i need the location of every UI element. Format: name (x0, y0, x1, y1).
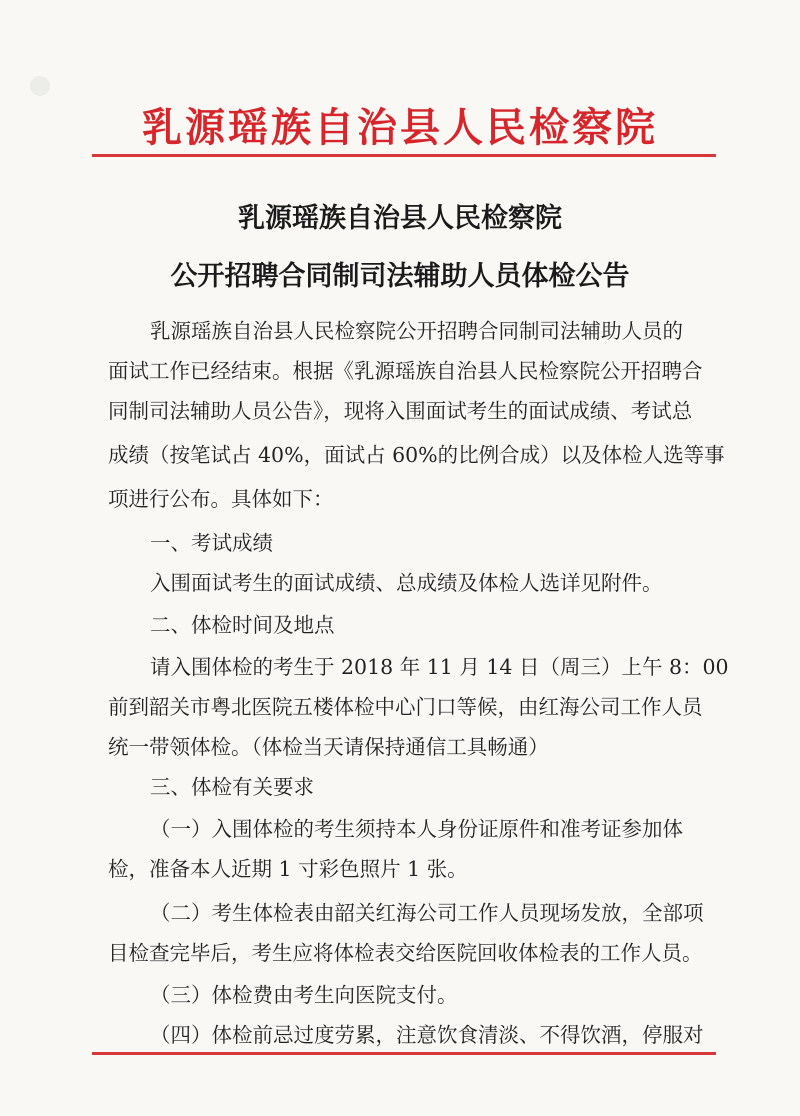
punch-hole-mark (30, 76, 50, 96)
body-line: 检，准备本人近期 1 寸彩色照片 1 张。 (108, 857, 468, 881)
footer-divider (92, 1052, 716, 1055)
body-line: 项进行公布。具体如下： (108, 487, 334, 511)
body-line: 统一带领体检。（体检当天请保持通信工具畅通） (108, 735, 549, 759)
body-line: （二）考生体检表由韶关红海公司工作人员现场发放，全部项 (150, 901, 704, 925)
document-title-line-1: 乳源瑶族自治县人民检察院 (238, 203, 562, 234)
body-line: 目检查完毕后，考生应将体检表交给医院回收体检表的工作人员。 (108, 941, 703, 965)
body-line: （四）体检前忌过度劳累，注意饮食清淡、不得饮酒，停服对 (150, 1023, 704, 1047)
body-line: （一）入围体检的考生须持本人身份证原件和准考证参加体 (150, 817, 683, 841)
body-line: 请入围体检的考生于 2018 年 11 月 14 日（周三）上午 8：00 (150, 655, 729, 679)
section-heading: 三、体检有关要求 (150, 775, 314, 799)
institution-header: 乳源瑶族自治县人民检察院 (142, 104, 658, 151)
body-line: 同制司法辅助人员公告》，现将入围面试考生的面试成绩、考试总 (108, 399, 693, 423)
body-line: 面试工作已经结束。根据《乳源瑶族自治县人民检察院公开招聘合 (108, 359, 703, 383)
body-line: 入围面试考生的面试成绩、总成绩及体检人选详见附件。 (150, 571, 663, 595)
section-heading: 一、考试成绩 (150, 531, 273, 555)
document-title-line-2: 公开招聘合同制司法辅助人员体检公告 (170, 261, 630, 292)
body-line: 乳源瑶族自治县人民检察院公开招聘合同制司法辅助人员的 (150, 319, 683, 343)
header-divider (92, 154, 716, 157)
section-heading: 二、体检时间及地点 (150, 613, 335, 637)
body-line: 前到韶关市粤北医院五楼体检中心门口等候，由红海公司工作人员 (108, 695, 703, 719)
body-line: （三）体检费由考生向医院支付。 (150, 983, 458, 1007)
body-line: 成绩（按笔试占 40%，面试占 60%的比例合成）以及体检人选等事 (108, 443, 725, 467)
